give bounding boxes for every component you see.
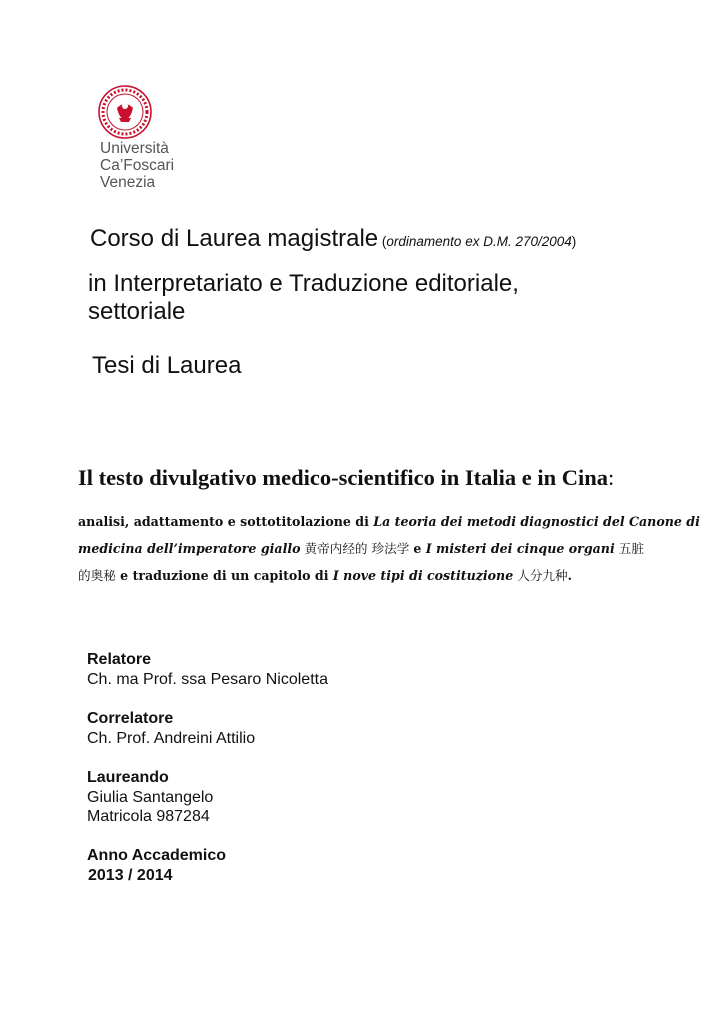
relatore-value: Ch. ma Prof. ssa Pesaro Nicoletta	[87, 670, 328, 688]
laureando-matricola: Matricola 987284	[87, 808, 210, 825]
relatore-label: Relatore	[87, 651, 152, 668]
degree-line-1: in Interpretariato e Traduzione editoriale,	[88, 270, 519, 297]
course-ordinance: (ordinamento ex D.M. 270/2004)	[378, 234, 577, 249]
degree-line-2: settoriale	[88, 298, 186, 325]
correlatore-block	[87, 709, 255, 748]
laureando-block	[87, 768, 213, 827]
university-seal-logo	[97, 84, 153, 140]
thesis-title: Il testo divulgativo medico-scientifico in Italia e in Cina:	[78, 465, 615, 490]
subtitle-line-1: analisi, adattamento e sottotitolazione di La teoria dei metodi diagnostici del Canone di	[78, 514, 700, 529]
university-name-line-1: Università	[100, 140, 169, 157]
thesis-subtitle	[78, 508, 700, 589]
thesis-label: Tesi di Laurea	[92, 352, 242, 379]
anno-block	[87, 846, 226, 885]
relatore-block	[87, 650, 328, 689]
anno-label: Anno Accademico	[87, 847, 226, 864]
degree-program	[88, 270, 519, 326]
correlatore-value: Ch. Prof. Andreini Attilio	[87, 729, 256, 747]
laureando-label: Laureando	[87, 769, 169, 786]
university-name-line-3: Venezia	[100, 174, 156, 191]
anno-value: 2013 / 2014	[88, 866, 173, 884]
subtitle-line-3: 的奥秘 e traduzione di un capitolo di I nove tipi di costituzione 人分九种.	[78, 568, 573, 583]
laureando-name: Giulia Santangelo	[87, 788, 214, 806]
course-title: Corso di Laurea magistrale	[90, 225, 379, 252]
thesis-title-main: Il testo divulgativo medico-scientifico in Italia e in Cina	[78, 465, 608, 490]
university-name-line-2: Ca’Foscari	[100, 157, 175, 174]
subtitle-line-2: medicina dell’imperatore giallo 黄帝内经的 珍法学 e I misteri dei cinque organi 五脏	[78, 541, 644, 556]
university-name	[100, 140, 174, 191]
course-heading	[90, 225, 576, 253]
correlatore-label: Correlatore	[87, 710, 174, 727]
